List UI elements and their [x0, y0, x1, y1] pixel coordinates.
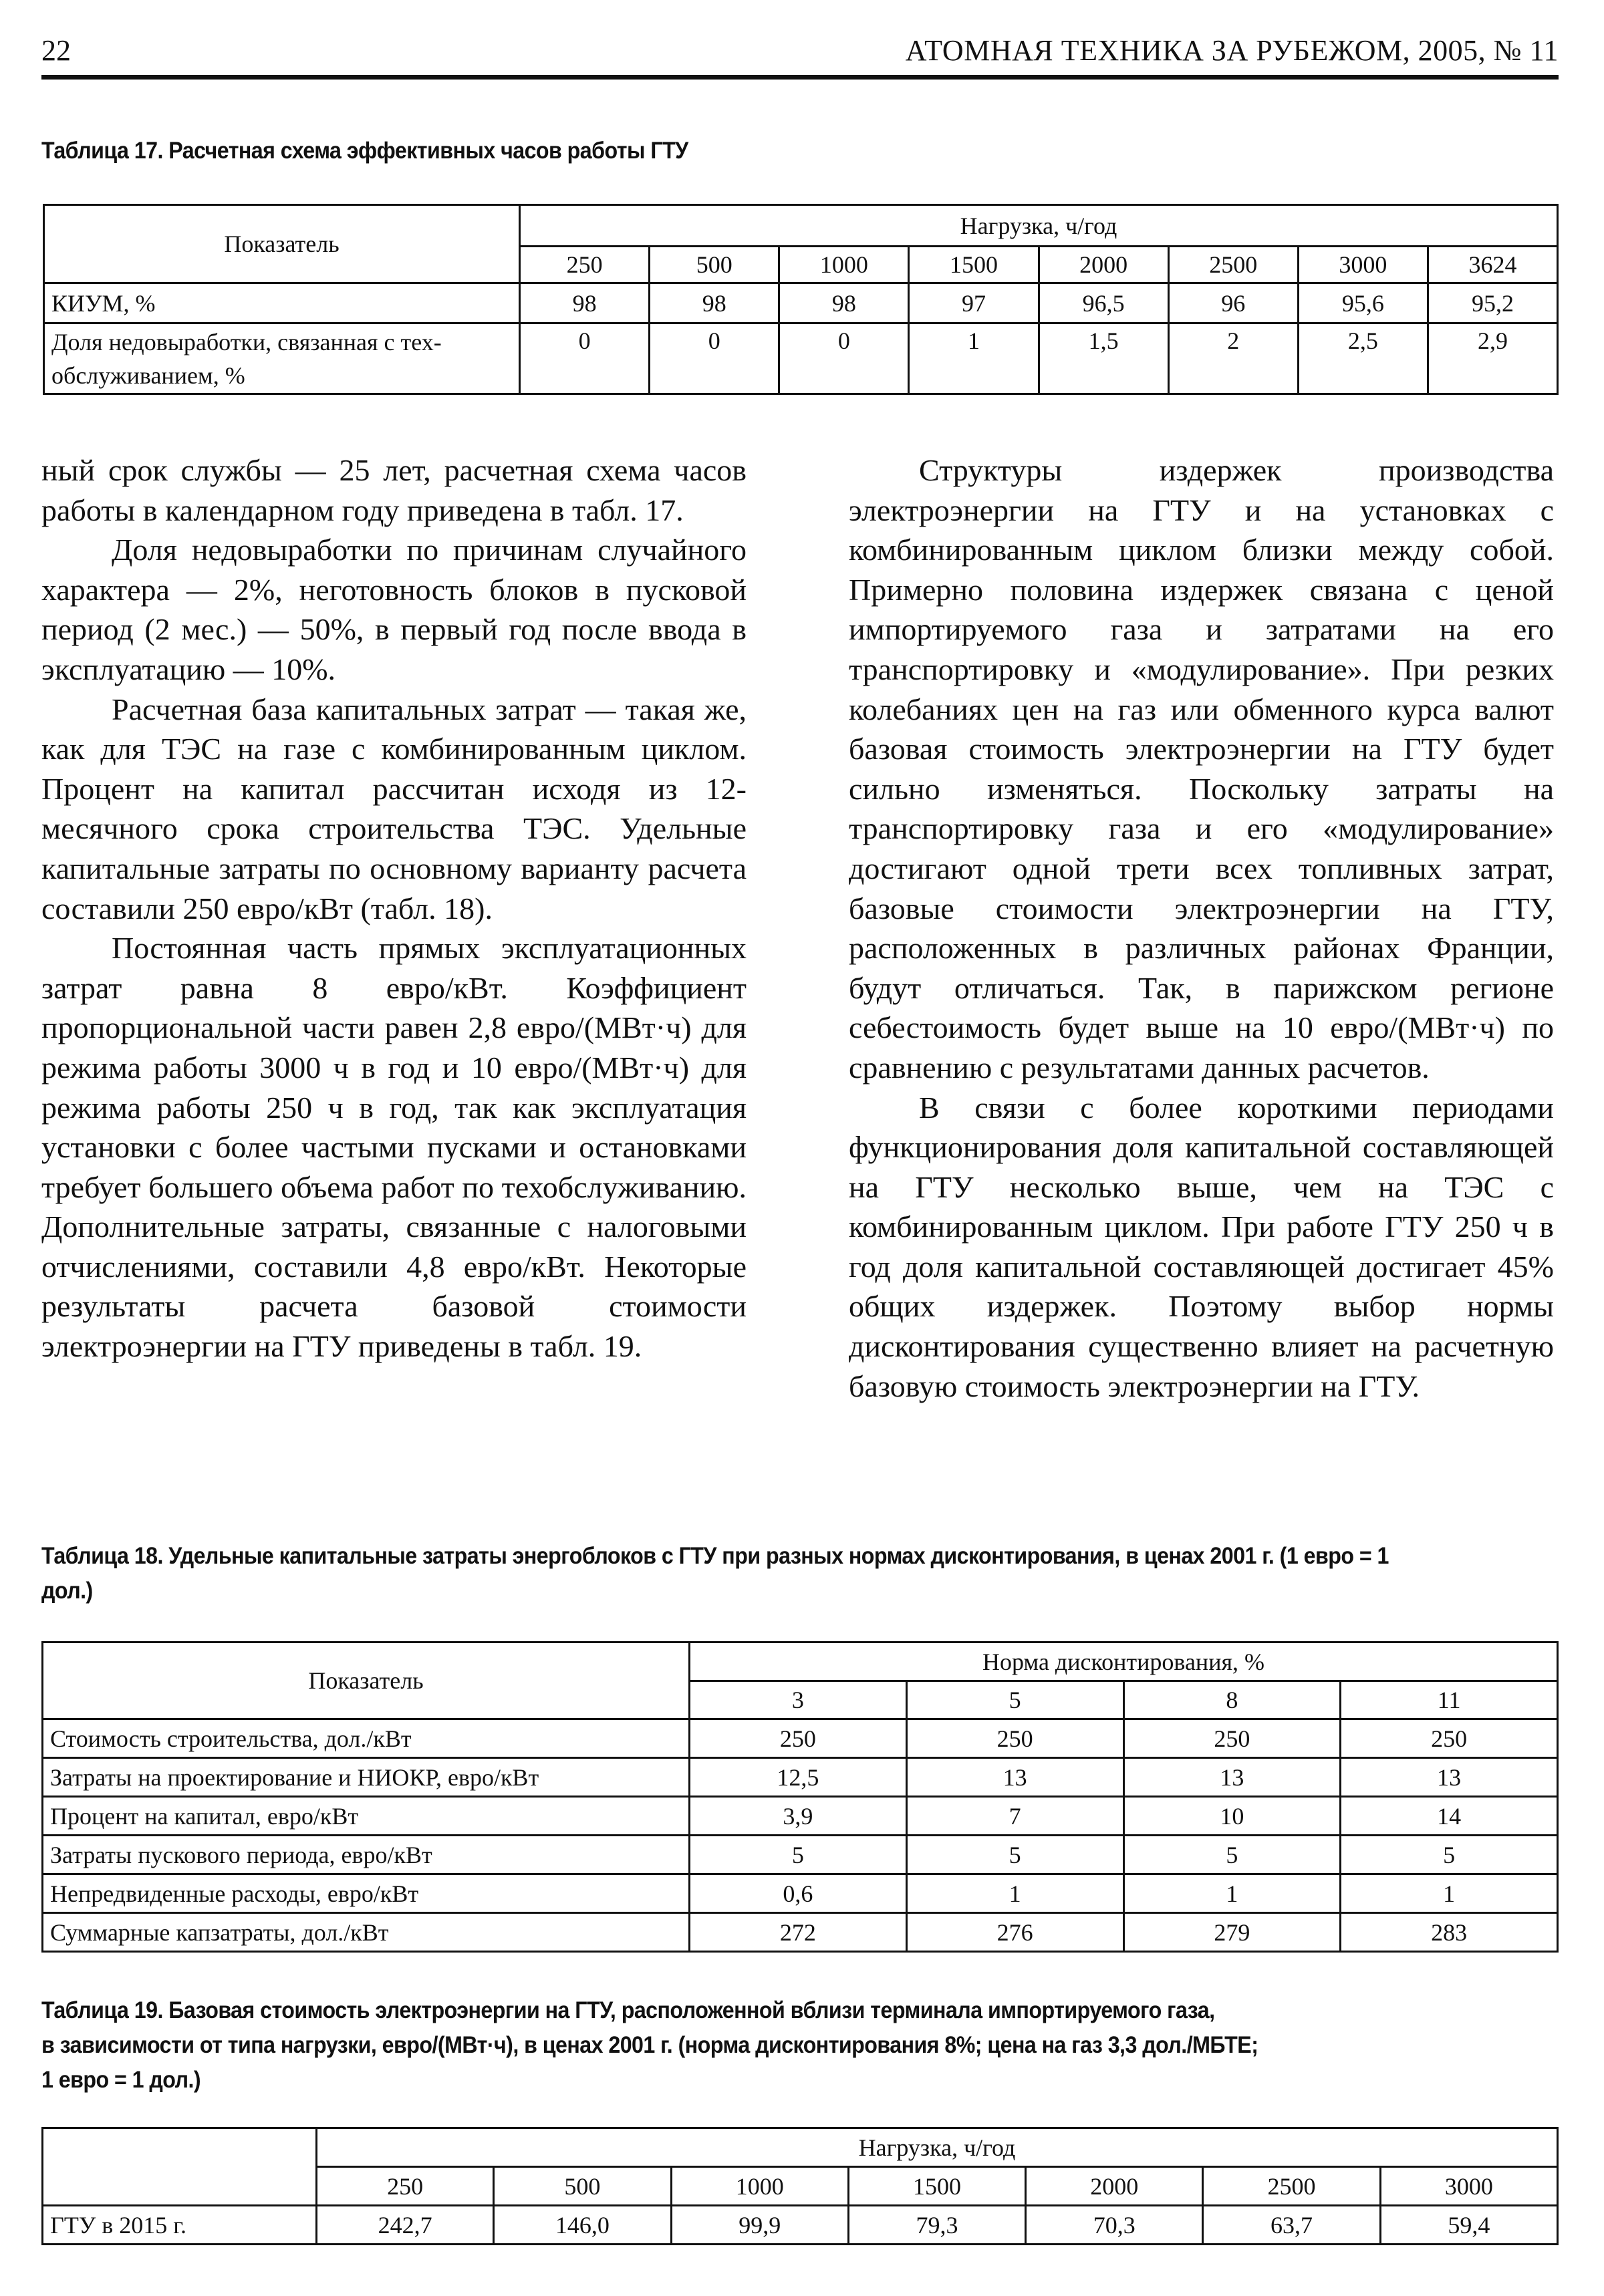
table17 [43, 204, 1559, 395]
table-row [43, 1719, 1558, 1758]
table19-caption [41, 1993, 1437, 2098]
row-label: Затраты на проектирование и НИОКР, евро/кВт [43, 1758, 690, 1797]
cell: 12,5 [690, 1758, 907, 1797]
cell: 276 [906, 1913, 1123, 1952]
cell: 0 [520, 323, 650, 394]
column-header: 2500 [1203, 2167, 1380, 2206]
table-row [44, 283, 1558, 323]
cell: 5 [690, 1836, 907, 1874]
column-header: 2500 [1168, 247, 1298, 283]
paragraph: Структуры издержек производства электроэнергии на ГТУ и на установках с комбинированным циклом близки между собой. Примерно половина издержек связана с ценой импортируемого газа и затратами на его транспортировку и «модулирование». При резких колебаниях цен на газ или обменного курса валют базовая стоимость электроэнергии на ГТУ будет сильно изменяться. Поскольку затраты на транспортировку газа и его «модулирование» достигают одной трети всех топливных затрат, базовые стоимости электроэнергии на ГТУ, расположенных в различных районах Франции, будут отличаться. Так, в парижском регионе себестоимость будет выше на 10 евро/(МВт·ч) по сравнению с результатами данных расчетов. [849, 453, 1554, 1085]
column-header: 1000 [671, 2167, 848, 2206]
column-header: 3624 [1428, 247, 1557, 283]
cell: 2,9 [1428, 323, 1557, 394]
table19-group-header: Нагрузка, ч/год [317, 2128, 1558, 2167]
table18 [41, 1641, 1559, 1953]
row-label: Непредвиденные расходы, евро/кВт [43, 1874, 690, 1913]
cell: 95,2 [1428, 283, 1557, 323]
column-header: 1500 [848, 2167, 1025, 2206]
cell: 96,5 [1039, 283, 1168, 323]
column-header: 3 [690, 1681, 907, 1719]
left-column [41, 450, 747, 1367]
cell: 0 [779, 323, 909, 394]
table19-caption-line: в зависимости от типа нагрузки, евро/(МВт·ч), в ценах 2001 г. (норма дисконтирования 8%; цена на газ 3,3 дол./МБТЕ; [41, 2032, 1258, 2058]
column-header: 5 [906, 1681, 1123, 1719]
row-label: Суммарные капзатраты, дол./кВт [43, 1913, 690, 1952]
column-header: 500 [494, 2167, 671, 2206]
table19-caption-line: 1 евро = 1 дол.) [41, 2067, 201, 2093]
cell: 95,6 [1298, 283, 1428, 323]
table18-caption: Таблица 18. Удельные капитальные затраты энергоблоков с ГТУ при разных нормах дисконтирования, в ценах 2001 г. (1 евро = 1 дол.) [41, 1543, 1389, 1604]
column-header: 2000 [1039, 247, 1168, 283]
row-label: Доля недовыработки, связанная с тех-обслуживанием, % [44, 323, 520, 394]
column-header: 2000 [1026, 2167, 1203, 2206]
table-row [43, 1797, 1558, 1836]
paragraph: ный срок службы — 25 лет, расчетная схема часов работы в календарном году приведена в табл. 17. [41, 453, 747, 527]
cell: 250 [690, 1719, 907, 1758]
cell: 98 [520, 283, 650, 323]
table17-group-header: Нагрузка, ч/год [520, 205, 1558, 247]
cell: 13 [906, 1758, 1123, 1797]
cell: 10 [1123, 1797, 1341, 1836]
cell: 250 [1123, 1719, 1341, 1758]
cell: 7 [906, 1797, 1123, 1836]
column-header: 11 [1341, 1681, 1558, 1719]
cell: 283 [1341, 1913, 1558, 1952]
cell: 1 [906, 1874, 1123, 1913]
paragraph: Расчетная база капитальных затрат — такая же, как для ТЭС на газе с комбинированным циклом. Процент на капитал рассчитан исходя из 12-месячного срока строительства ТЭС. Удельные капитальные затраты по основному варианту расчета составили 250 евро/кВт (табл. 18). [41, 692, 747, 925]
column-header: 250 [520, 247, 650, 283]
table17-caption: Таблица 17. Расчетная схема эффективных часов работы ГТУ [41, 138, 688, 164]
cell: 1 [1123, 1874, 1341, 1913]
table19-row-header [43, 2128, 317, 2206]
cell: 5 [1341, 1836, 1558, 1874]
table18-row-header: Показатель [43, 1642, 690, 1719]
cell: 146,0 [494, 2206, 671, 2245]
column-header: 1000 [779, 247, 909, 283]
table19 [41, 2127, 1559, 2245]
row-label: Процент на капитал, евро/кВт [43, 1797, 690, 1836]
cell: 3,9 [690, 1797, 907, 1836]
table-row [43, 1913, 1558, 1952]
row-label: Затраты пускового периода, евро/кВт [43, 1836, 690, 1874]
cell: 0 [650, 323, 779, 394]
column-header: 250 [317, 2167, 494, 2206]
right-column [849, 450, 1554, 1406]
cell: 250 [1341, 1719, 1558, 1758]
cell: 13 [1341, 1758, 1558, 1797]
cell: 14 [1341, 1797, 1558, 1836]
table19-caption-line: Таблица 19. Базовая стоимость электроэнергии на ГТУ, расположенной вблизи терминала импортируемого газа, [41, 1997, 1215, 2023]
table-row [44, 323, 1558, 394]
cell: 70,3 [1026, 2206, 1203, 2245]
cell: 242,7 [317, 2206, 494, 2245]
cell: 1 [909, 323, 1039, 394]
page-number: 22 [41, 34, 71, 67]
cell: 279 [1123, 1913, 1341, 1952]
cell: 96 [1168, 283, 1298, 323]
table18-group-header: Норма дисконтирования, % [690, 1642, 1558, 1681]
table-row [43, 2206, 1558, 2245]
paragraph: Доля недовыработки по причинам случайного характера — 2%, неготовность блоков в пусковой период (2 мес.) — 50%, в первый год после ввода в эксплуатацию — 10%. [41, 533, 747, 686]
paragraph: Постоянная часть прямых эксплуатационных затрат равна 8 евро/кВт. Коэффициент пропорциональной части равен 2,8 евро/(МВт·ч) для режима работы 3000 ч в год и 10 евро/(МВт·ч) для режима работы 250 ч в год, так как эксплуатация установки с более частыми пусками и остановками требует большего объема работ по техобслуживанию. Дополнительные затраты, связанные с налоговыми отчислениями, составили 4,8 евро/кВт. Некоторые результаты расчета базовой стоимости электроэнергии на ГТУ приведены в табл. 19. [41, 931, 747, 1364]
cell: 1,5 [1039, 323, 1168, 394]
column-header: 3000 [1380, 2167, 1557, 2206]
column-header: 3000 [1298, 247, 1428, 283]
cell: 2 [1168, 323, 1298, 394]
cell: 5 [1123, 1836, 1341, 1874]
column-header: 500 [650, 247, 779, 283]
cell: 97 [909, 283, 1039, 323]
cell: 1 [1341, 1874, 1558, 1913]
table-row [43, 1836, 1558, 1874]
row-label: Стоимость строительства, дол./кВт [43, 1719, 690, 1758]
cell: 98 [650, 283, 779, 323]
cell: 79,3 [848, 2206, 1025, 2245]
cell: 63,7 [1203, 2206, 1380, 2245]
column-header: 8 [1123, 1681, 1341, 1719]
row-label: ГТУ в 2015 г. [43, 2206, 317, 2245]
table-row [43, 1758, 1558, 1797]
cell: 272 [690, 1913, 907, 1952]
paragraph: В связи с более короткими периодами функционирования доля капитальной составляющей на ГТУ несколько выше, чем на ТЭС с комбинированным циклом. При работе ГТУ 250 ч в год доля капитальной составляющей достигает 45% общих издержек. Поэтому выбор нормы дисконтирования существенно влияет на расчетную базовую стоимость электроэнергии на ГТУ. [849, 1090, 1554, 1403]
cell: 59,4 [1380, 2206, 1557, 2245]
page-header [41, 28, 1559, 80]
table-row [43, 1874, 1558, 1913]
cell: 5 [906, 1836, 1123, 1874]
cell: 0,6 [690, 1874, 907, 1913]
table17-row-header: Показатель [44, 205, 520, 283]
row-label: КИУМ, % [44, 283, 520, 323]
cell: 98 [779, 283, 909, 323]
journal-title: АТОМНАЯ ТЕХНИКА ЗА РУБЕЖОМ, 2005, № 11 [905, 34, 1559, 67]
column-header: 1500 [909, 247, 1039, 283]
cell: 99,9 [671, 2206, 848, 2245]
cell: 250 [906, 1719, 1123, 1758]
cell: 13 [1123, 1758, 1341, 1797]
cell: 2,5 [1298, 323, 1428, 394]
